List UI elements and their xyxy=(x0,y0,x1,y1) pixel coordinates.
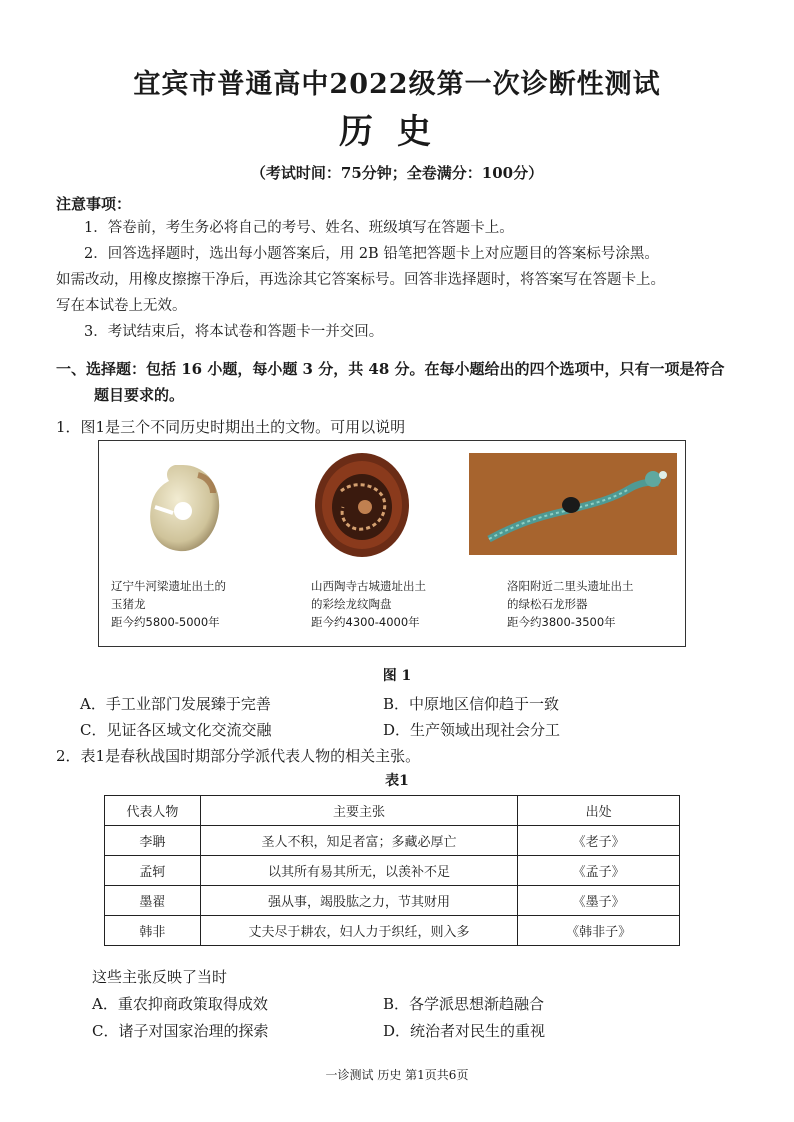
figure-1-label: 图 1 xyxy=(382,668,412,684)
table-cell: 《老子》 xyxy=(518,826,680,856)
table-row xyxy=(105,856,680,886)
q2-option-c[interactable]: C．诸子对国家治理的探索 xyxy=(92,1022,269,1040)
table-cell: 圣人不积，知足者富；多藏必厚亡 xyxy=(200,826,517,856)
caption-line: 山西陶寺古城遗址出土 xyxy=(311,579,426,593)
table-1-caption: 表1 xyxy=(385,773,409,789)
q1-option-c[interactable]: C．见证各区域文化交流交融 xyxy=(80,721,272,739)
section-heading-line2: 题目要求的。 xyxy=(94,386,185,404)
question-1-stem: 1．图1是三个不同历史时期出土的文物。可用以说明 xyxy=(56,418,406,436)
q1-option-b[interactable]: B．中原地区信仰趋于一致 xyxy=(383,695,560,713)
question-2-stem: 2．表1是春秋战国时期部分学派代表人物的相关主张。 xyxy=(56,747,421,765)
exam-title: 宜宾市普通高中2022级第一次诊断性测试 xyxy=(133,69,661,100)
q1-option-d[interactable]: D．生产领域出现社会分工 xyxy=(383,721,561,739)
table-cell: 韩非 xyxy=(105,916,201,946)
table-row xyxy=(105,916,680,946)
section-heading xyxy=(56,356,746,408)
table-cell: 《墨子》 xyxy=(518,886,680,916)
painted-dragon-plate-image xyxy=(313,451,411,559)
table-cell: 孟轲 xyxy=(105,856,201,886)
notice-list xyxy=(56,215,746,345)
table-header-row xyxy=(105,796,680,826)
table-header-cell: 代表人物 xyxy=(105,796,201,826)
notice-item-3: 3．考试结束后，将本试卷和答题卡一并交回。 xyxy=(84,324,384,340)
notice-item-2-line1: 2．回答选择题时，选出每小题答案后，用 2B 铅笔把答题卡上对应题目的答案标号涂黑。 xyxy=(84,246,659,262)
caption-line: 距今约4300-4000年 xyxy=(311,615,420,629)
table-cell: 李聃 xyxy=(105,826,201,856)
table-cell: 以其所有易其所无，以羡补不足 xyxy=(200,856,517,886)
table-cell: 墨翟 xyxy=(105,886,201,916)
question-2-lead: 这些主张反映了当时 xyxy=(92,968,228,986)
q2-option-a[interactable]: A．重农抑商政策取得成效 xyxy=(92,995,268,1013)
jade-pig-dragon-image xyxy=(143,457,225,557)
table-cell: 《韩非子》 xyxy=(518,916,680,946)
exam-info: （考试时间：75分钟；全卷满分：100分） xyxy=(250,164,544,182)
caption-line: 距今约3800-3500年 xyxy=(507,615,616,629)
notice-item-2-line3: 写在本试卷上无效。 xyxy=(56,298,187,314)
q2-option-b[interactable]: B．各学派思想渐趋融合 xyxy=(383,995,545,1013)
subject-title: 历史 xyxy=(339,112,455,152)
caption-line: 的绿松石龙形器 xyxy=(507,597,588,611)
notice-item-1: 1．答卷前，考生务必将自己的考号、姓名、班级填写在答题卡上。 xyxy=(84,220,514,236)
table-1 xyxy=(104,795,680,946)
turquoise-dragon-image xyxy=(469,453,677,555)
caption-turquoise-dragon xyxy=(507,577,634,631)
table-cell: 强从事，竭股肱之力，节其财用 xyxy=(200,886,517,916)
section-heading-line1: 一、选择题：包括 16 小题，每小题 3 分，共 48 分。在每小题给出的四个选项中，只有一项是符合 xyxy=(56,360,725,378)
q2-option-d[interactable]: D．统治者对民生的重视 xyxy=(383,1022,546,1040)
caption-line: 玉猪龙 xyxy=(111,597,146,611)
table-cell: 《孟子》 xyxy=(518,856,680,886)
table-header-cell: 主要主张 xyxy=(200,796,517,826)
caption-line: 距今约5800-5000年 xyxy=(111,615,220,629)
notice-heading: 注意事项： xyxy=(56,195,132,213)
table-row xyxy=(105,826,680,856)
q1-option-a[interactable]: A．手工业部门发展臻于完善 xyxy=(80,695,271,713)
page-footer: 一诊测试 历史 第1页共6页 xyxy=(325,1068,469,1082)
table-cell: 丈夫尽于耕农，妇人力于织纴，则入多 xyxy=(200,916,517,946)
figure-1 xyxy=(98,440,686,647)
caption-dragon-plate xyxy=(311,577,426,631)
caption-line: 洛阳附近二里头遗址出土 xyxy=(507,579,634,593)
table-header-cell: 出处 xyxy=(518,796,680,826)
notice-item-2-line2: 如需改动，用橡皮擦擦干净后，再选涂其它答案标号。回答非选择题时，将答案写在答题卡上。 xyxy=(56,272,665,288)
caption-pig-dragon xyxy=(111,577,226,631)
caption-line: 辽宁牛河梁遗址出土的 xyxy=(111,579,226,593)
caption-line: 的彩绘龙纹陶盘 xyxy=(311,597,392,611)
table-row xyxy=(105,886,680,916)
